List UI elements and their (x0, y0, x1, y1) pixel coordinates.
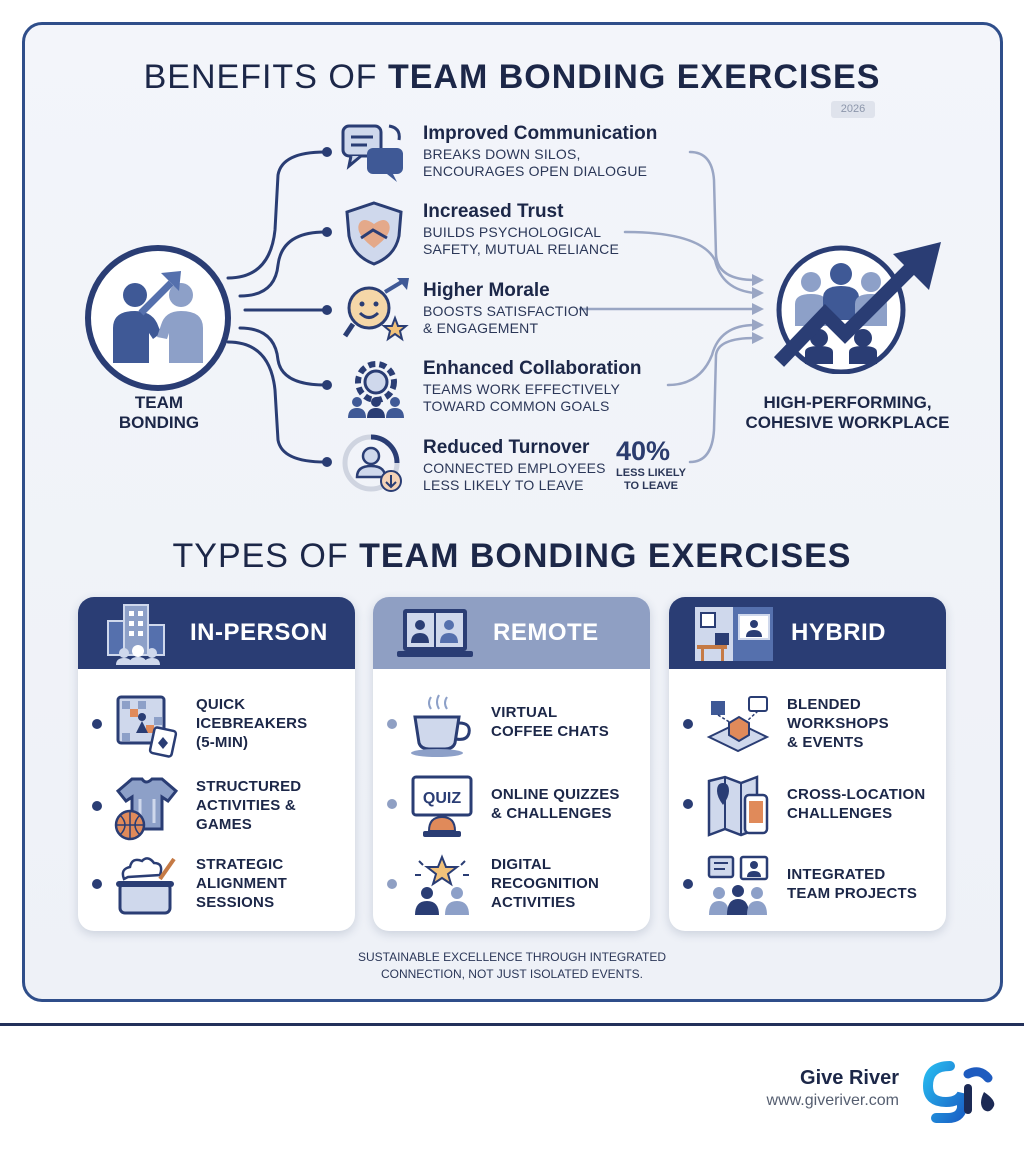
card-header-in-person (78, 597, 355, 669)
cube-network-icon (705, 693, 771, 759)
benefit-desc-communication: BREAKS DOWN SILOS, ENCOURAGES OPEN DIALOGUE (423, 146, 648, 179)
bullet-dot (387, 879, 397, 889)
item-label-online-quizzes: ONLINE QUIZZES & CHALLENGES (491, 786, 620, 822)
item-label-cross-location: CROSS-LOCATION CHALLENGES (787, 786, 926, 822)
bullet-dot (92, 801, 102, 811)
card-label-remote: REMOTE (493, 619, 599, 646)
office-building-icon (104, 603, 172, 665)
card-header-remote (373, 597, 650, 669)
list-item (373, 765, 650, 845)
bullet-dot (683, 719, 693, 729)
card-in-person (78, 597, 355, 931)
board-game-icon (114, 693, 180, 759)
footer-note: SUSTAINABLE EXCELLENCE THROUGH INTEGRATED CONNECTION, NOT JUST ISOLATED EVENTS. (357, 950, 667, 981)
turnover-stat-label: LESS LIKELY TO LEAVE (616, 467, 686, 492)
list-item (373, 845, 650, 925)
item-label-integrated-projects: INTEGRATED TEAM PROJECTS (787, 866, 918, 902)
list-item (669, 685, 946, 765)
item-label-blended-workshops: BLENDED WORKSHOPS & EVENTS (787, 696, 889, 751)
benefit-title-trust: Increased Trust (423, 201, 564, 222)
turnover-stat-value: 40% (616, 436, 671, 466)
bullet-dot (92, 879, 102, 889)
coffee-cup-icon (409, 693, 475, 759)
recognition-star-icon (409, 853, 475, 919)
benefit-title-communication: Improved Communication (423, 123, 658, 144)
page-title: BENEFITS OF TEAM BONDING EXERCISES (143, 58, 881, 96)
divider (0, 1023, 1024, 1026)
list-item (669, 845, 946, 925)
chat-bubbles-icon (341, 122, 407, 184)
person-retention-icon (341, 433, 409, 497)
jersey-ball-icon (114, 775, 180, 841)
list-item (373, 685, 650, 765)
office-home-split-icon (693, 605, 775, 663)
item-label-strategic: STRATEGIC ALIGNMENT SESSIONS (196, 856, 287, 911)
item-label-icebreakers: QUICK ICEBREAKERS (5-MIN) (196, 696, 308, 751)
item-label-structured: STRUCTURED ACTIVITIES & GAMES (196, 778, 302, 833)
high-performance-label: HIGH-PERFORMING, COHESIVE WORKPLACE (745, 393, 950, 432)
bullet-dot (387, 719, 397, 729)
bullet-dot (683, 879, 693, 889)
video-call-icon (397, 607, 473, 661)
benefit-desc-trust: BUILDS PSYCHOLOGICAL SAFETY, MUTUAL RELIANCE (423, 224, 619, 257)
team-screens-icon (705, 853, 771, 919)
item-label-coffee-chats: VIRTUAL COFFEE CHATS (491, 704, 609, 740)
high-performance-hub-icon (765, 234, 945, 374)
benefit-desc-collaboration: TEAMS WORK EFFECTIVELY TOWARD COMMON GOALS (423, 381, 621, 414)
list-item (78, 845, 355, 925)
handshake-shield-icon (343, 200, 405, 266)
benefit-desc-turnover: CONNECTED EMPLOYEES LESS LIKELY TO LEAVE (423, 460, 606, 493)
give-river-logo (920, 1058, 1000, 1128)
year-badge: 2026 (831, 101, 875, 118)
card-hybrid (669, 597, 946, 931)
team-bonding-label: TEAM BONDING (118, 393, 200, 432)
brand-url-link[interactable]: www.giveriver.com (766, 1092, 899, 1109)
brand-name: Give River (800, 1067, 899, 1089)
smiley-star-icon (343, 278, 411, 342)
list-item (78, 685, 355, 765)
quiz-monitor-icon (409, 773, 475, 839)
benefit-title-morale: Higher Morale (423, 280, 550, 301)
team-bonding-hub-icon (83, 243, 233, 393)
bullet-dot (92, 719, 102, 729)
list-item (78, 767, 355, 847)
types-title: TYPES OF TEAM BONDING EXERCISES (172, 537, 852, 575)
benefit-desc-morale: BOOSTS SATISFACTION & ENGAGEMENT (423, 303, 590, 336)
bullet-dot (387, 799, 397, 809)
card-remote (373, 597, 650, 931)
map-phone-icon (705, 773, 771, 839)
benefit-title-turnover: Reduced Turnover (423, 437, 590, 458)
card-label-in-person: IN-PERSON (190, 619, 328, 646)
list-item (669, 765, 946, 845)
svg-text:QUIZ: QUIZ (422, 790, 462, 807)
gear-team-icon (343, 356, 409, 420)
benefit-title-collaboration: Enhanced Collaboration (423, 358, 642, 379)
item-label-digital-recognition: DIGITAL RECOGNITION ACTIVITIES (491, 856, 600, 911)
card-label-hybrid: HYBRID (791, 619, 887, 646)
bullet-dot (683, 799, 693, 809)
card-header-hybrid (669, 597, 946, 669)
cooking-pot-icon (114, 853, 180, 919)
